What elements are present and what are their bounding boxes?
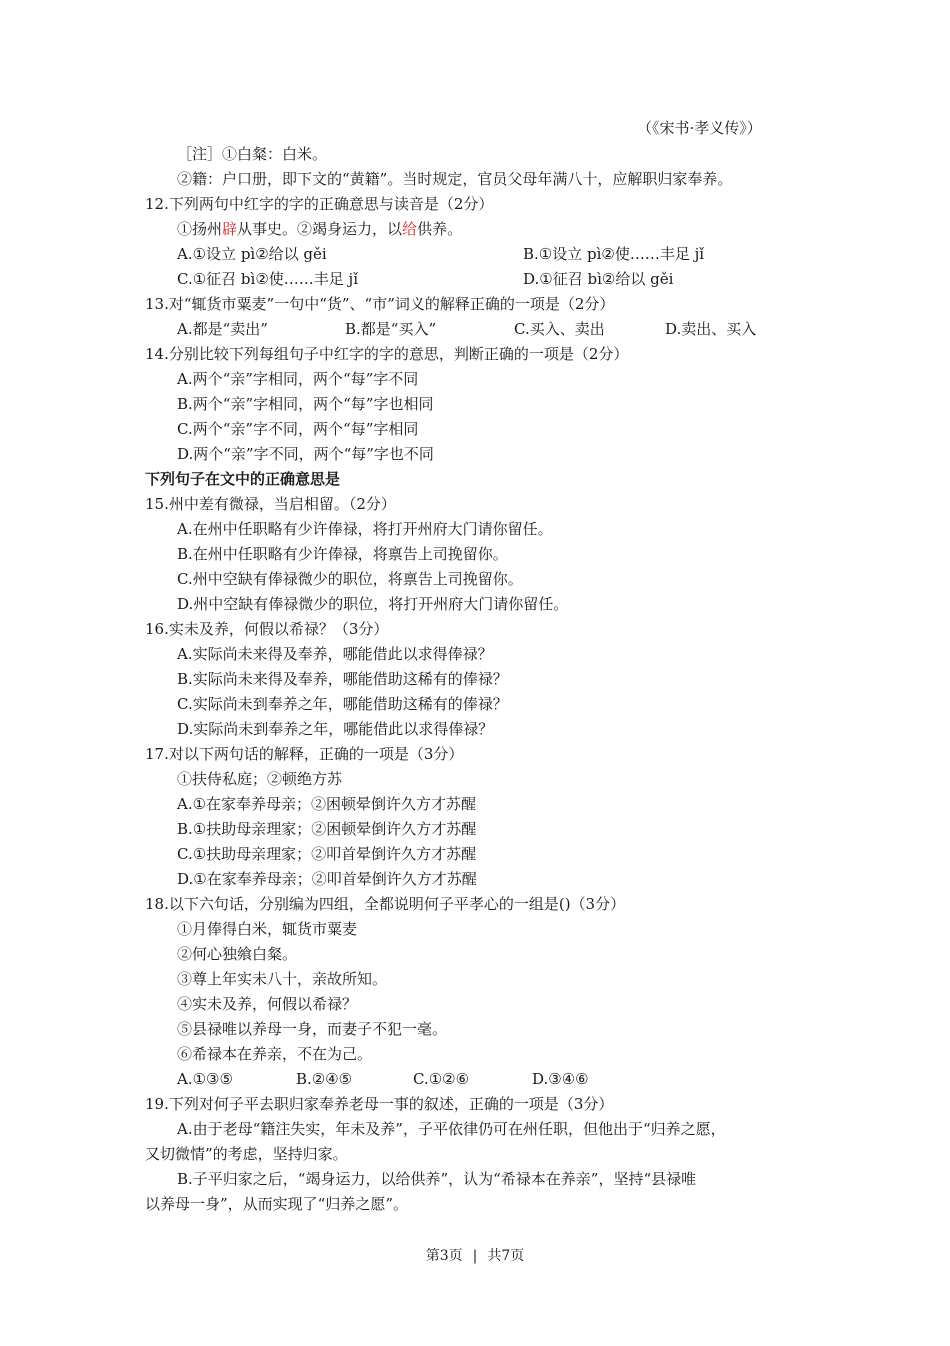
- q12-stem: 12.下列两句中红字的字的正确意思与读音是（2分）: [145, 195, 494, 213]
- q12-option-a: A.①设立 pì②给以 gěi: [177, 245, 327, 263]
- q16-option-a: A.实际尚未来得及奉养，哪能借此以求得俸禄？: [177, 645, 493, 663]
- q16-option-b: B.实际尚未来得及奉养，哪能借助这稀有的俸禄？: [177, 670, 508, 688]
- q16-stem: 16.实未及养，何假以希禄？（3分）: [145, 620, 389, 638]
- q12-red-char-1: 辟: [222, 220, 238, 238]
- q14-option-d: D.两个“亲”字不同，两个“每”字也不同: [177, 445, 434, 463]
- q15-option-c: C.州中空缺有俸禄微少的职位，将禀告上司挽留你。: [177, 570, 523, 588]
- source-citation: （《宋书·孝义传》）: [637, 119, 762, 137]
- q16-option-d: D.实际尚未到奉养之年，哪能借此以求得俸禄？: [177, 720, 494, 738]
- q12-red-char-2: 给: [402, 220, 418, 238]
- q13-option-d: D.卖出、买入: [665, 320, 757, 338]
- q12-sentence-part-a: ①扬州: [177, 220, 223, 238]
- q14-option-a: A.两个“亲”字相同，两个“每”字不同: [177, 370, 419, 388]
- q17-option-a: A.①在家奉养母亲；②困顿晕倒许久方才苏醒: [177, 795, 477, 813]
- note-2: ②籍：户口册，即下文的“黄籍”。当时规定，官员父母年满八十，应解职归家奉养。: [177, 170, 733, 188]
- page-number: 第3页: [425, 1248, 463, 1264]
- q18-item-6: ⑥希禄本在养亲，不在为己。: [177, 1045, 373, 1063]
- q18-option-d: D.③④⑥: [532, 1070, 589, 1088]
- q16-option-c: C.实际尚未到奉养之年，哪能借助这稀有的俸禄？: [177, 695, 508, 713]
- q12-sentence: [177, 219, 462, 239]
- q15-stem: 15.州中差有微禄，当启相留。（2分）: [145, 495, 396, 513]
- q14-stem: 14.分别比较下列每组句子中红字的字的意思，判断正确的一项是（2分）: [145, 345, 629, 363]
- q18-item-5: ⑤县禄唯以养母一身，而妻子不犯一毫。: [177, 1020, 448, 1038]
- q18-item-1: ①月俸得白米，辄货市粟麦: [177, 920, 358, 938]
- q12-sentence-part-c: 供养。: [417, 220, 463, 238]
- q12-option-c: C.①征召 bì②使……丰足 jǐ: [177, 270, 358, 288]
- q18-option-b: B.②④⑤: [296, 1070, 353, 1088]
- page-total: 共7页: [487, 1248, 525, 1264]
- q18-option-a: A.①③⑤: [177, 1070, 233, 1088]
- q17-option-d: D.①在家奉养母亲；②叩首晕倒许久方才苏醒: [177, 870, 477, 888]
- q17-sub: ①扶侍私庭；②顿绝方苏: [177, 770, 343, 788]
- q18-stem: 18.以下六句话，分别编为四组，全都说明何子平孝心的一组是()（3分）: [145, 895, 626, 913]
- q19-option-a-line2: 又切微情”的考虑，坚持归家。: [145, 1145, 348, 1163]
- q13-option-b: B.都是“买入”: [345, 320, 437, 338]
- q19-stem: 19.下列对何子平去职归家奉养老母一事的叙述，正确的一项是（3分）: [145, 1095, 614, 1113]
- q19-option-b-line1: B.子平归家之后，“竭身运力，以给供养”，认为“希禄本在养亲”，坚持“县禄唯: [177, 1170, 697, 1188]
- q15-option-b: B.在州中任职略有少许俸禄，将禀告上司挽留你。: [177, 545, 508, 563]
- page-footer: [0, 1246, 950, 1266]
- footer-separator: |: [472, 1248, 478, 1264]
- note-1: ［注］①白粲：白米。: [177, 145, 328, 163]
- q18-item-2: ②何心独飨白粲。: [177, 945, 298, 963]
- section-heading: 下列句子在文中的正确意思是: [145, 470, 341, 488]
- q18-item-3: ③尊上年实未八十，亲故所知。: [177, 970, 388, 988]
- q12-option-d: D.①征召 bì②给以 gěi: [523, 270, 674, 288]
- q13-option-a: A.都是“卖出”: [177, 320, 268, 338]
- q17-option-b: B.①扶助母亲理家；②困顿晕倒许久方才苏醒: [177, 820, 477, 838]
- q14-option-b: B.两个“亲”字相同，两个“每”字也相同: [177, 395, 434, 413]
- q17-stem: 17.对以下两句话的解释，正确的一项是（3分）: [145, 745, 464, 763]
- q13-stem: 13.对“辄货市粟麦”一句中“货”、“市”词义的解释正确的一项是（2分）: [145, 295, 615, 313]
- q14-option-c: C.两个“亲”字不同，两个“每”字相同: [177, 420, 419, 438]
- q15-option-a: A.在州中任职略有少许俸禄，将打开州府大门请你留任。: [177, 520, 553, 538]
- q17-option-c: C.①扶助母亲理家；②叩首晕倒许久方才苏醒: [177, 845, 477, 863]
- q19-option-a-line1: A.由于老母“籍注失实，年未及养”，子平依律仍可在州任职，但他出于“归养之愿，: [177, 1120, 726, 1138]
- q18-item-4: ④实未及养，何假以希禄？: [177, 995, 358, 1013]
- q19-option-b-line2: 以养母一身”，从而实现了“归养之愿”。: [145, 1195, 409, 1213]
- q18-option-c: C.①②⑥: [413, 1070, 470, 1088]
- q12-sentence-part-b: 从事史。②竭身运力，以: [237, 220, 403, 238]
- q15-option-d: D.州中空缺有俸禄微少的职位，将打开州府大门请你留任。: [177, 595, 569, 613]
- q12-option-b: B.①设立 pì②使……丰足 jǐ: [523, 245, 705, 263]
- q13-option-c: C.买入、卖出: [514, 320, 605, 338]
